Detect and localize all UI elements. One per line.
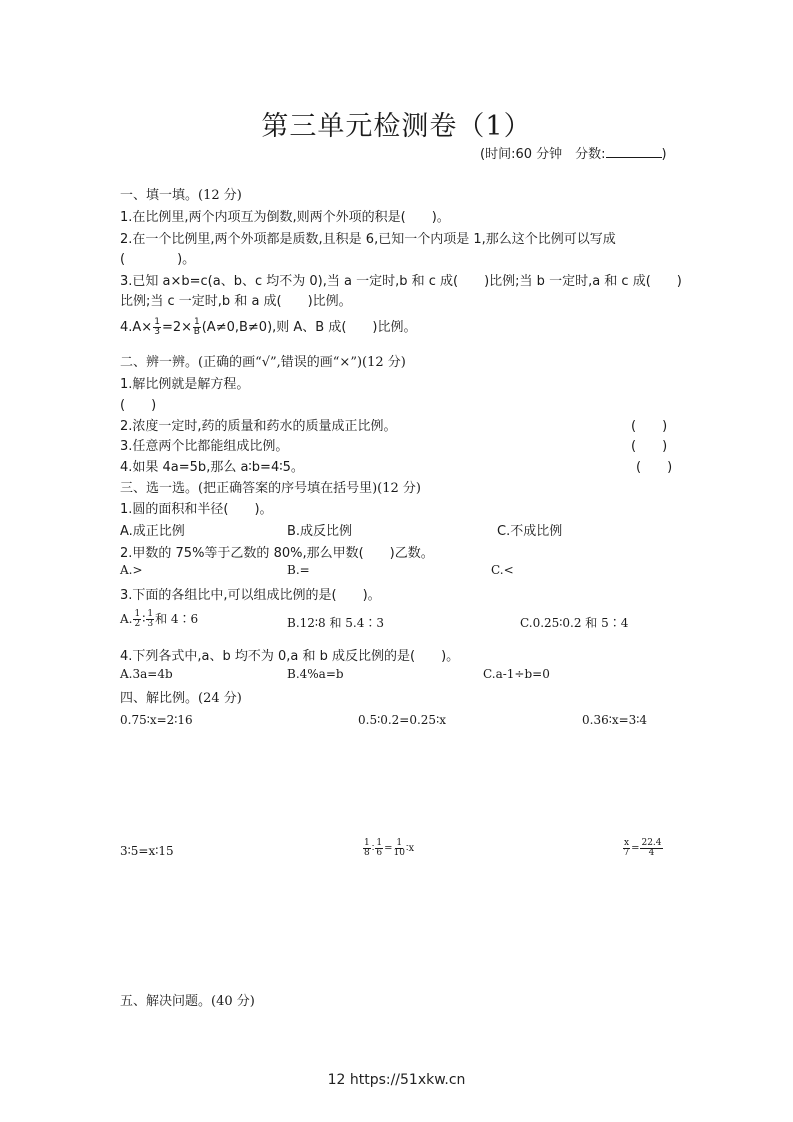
q4-f2-num: 1 [194,317,200,327]
e5-f3-den: 10 [393,848,405,858]
page-title: 第三单元检测卷（1） [261,111,532,142]
s2-question-4: 4.如果 4a=5b,那么 a∶b=4∶5。 [120,460,304,475]
s1-question-2: 2.在一个比例里,两个外项都是质数,且积是 6,已知一个内项是 1,那么这个比例可以写成 [120,232,616,247]
e6-f2-num: 22.4 [641,838,662,848]
e6-eq: = [631,843,640,854]
section-4-header: 四、解比例。(24 分) [120,691,242,706]
s3-q3-option-a [120,610,198,629]
s3-q2-option-c: C.< [491,563,514,577]
section-5-header: 五、解决问题。(40 分) [120,994,255,1009]
s3-q1-option-a: A.成正比例 [120,524,185,539]
e6-f1-num: x [624,838,630,848]
e6-fraction-1 [623,839,630,858]
s2-q4-answer-paren: ( ) [636,460,673,475]
s3-q2-option-b: B.= [287,563,310,577]
s2-question-2: 2.浓度一定时,药的质量和药水的质量成正比例。 [120,419,397,434]
s1-question-4 [120,316,417,337]
e6-f1-den: 7 [623,848,630,858]
s2-question-1-paren: ( ) [120,398,157,413]
e5-f2-num: 1 [376,838,383,848]
s3-question-3: 3.下面的各组比中,可以组成比例的是( )。 [120,588,381,603]
s3-question-4: 4.下列各式中,a、b 均不为 0,a 和 b 成反比例的是( )。 [120,649,460,664]
q3a-fraction-2 [146,610,154,629]
s1-question-3: 3.已知 a×b=c(a、b、c 均不为 0),当 a 一定时,b 和 c 成( )比例;当 b 一定时,a 和 c 成( ) [120,274,682,289]
equation-5 [362,839,414,858]
q4-f2-den: B [193,327,200,337]
q4-mid: =2× [161,320,192,335]
e5-f1-den: 8 [364,848,370,858]
equation-2: 0.5∶0.2=0.25∶x [358,713,446,727]
e5-fraction-2 [375,839,383,858]
s2-q3-answer-paren: ( ) [631,439,668,454]
s1-question-3-cont: 比例;当 c 一定时,b 和 a 成( )比例。 [120,294,352,309]
s3-q2-option-a: A.> [120,563,143,577]
s2-question-1: 1.解比例就是解方程。 [120,377,250,392]
q4-post: (A≠0,B≠0),则 A、B 成( )比例。 [201,320,417,335]
q3a-f2-den: 3 [147,619,154,629]
s2-q2-answer-paren: ( ) [631,419,668,434]
section-3-header: 三、选一选。(把正确答案的序号填在括号里)(12 分) [120,481,421,496]
score-blank [606,145,662,158]
s3-q1-option-c: C.不成比例 [497,524,563,539]
q4-fraction-1 [153,318,161,337]
e5-f3-num: 1 [396,838,403,848]
e5-fraction-1 [363,839,371,858]
s3-question-1: 1.圆的面积和半径( )。 [120,502,273,517]
section-1-header: 一、填一填。(12 分) [120,188,242,203]
q3a-f2-num: 1 [147,609,154,619]
e5-f2-den: 6 [376,848,383,858]
q3a-sep: ∶ [142,612,146,626]
q3a-f1-num: 1 [134,609,141,619]
section-2-header: 二、辨一辨。(正确的画“√”,错误的画“×”)(12 分) [120,355,406,370]
e5-eq: = [384,843,393,854]
q3a-f1-den: 2 [134,619,141,629]
e5-post: ∶x [405,843,415,854]
s3-q1-option-b: B.成反比例 [287,524,353,539]
q3a-post: 和 4∶6 [155,612,199,626]
s2-question-3: 3.任意两个比都能组成比例。 [120,439,289,454]
meta-text: (时间:60 分钟 分数: [480,147,606,162]
page-footer: 12 https://51xkw.cn [327,1072,466,1088]
equation-3: 0.36∶x=3∶4 [582,713,648,727]
q4-f1-den: 3 [154,327,160,337]
q4-pre: 4.A× [120,320,153,335]
s3-q4-option-b: B.4%a=b [287,667,344,681]
s3-q3-option-c: C.0.25∶0.2 和 5∶4 [520,616,629,630]
q4-f1-num: 1 [154,317,160,327]
s3-q4-option-a: A.3a=4b [120,667,173,681]
s1-question-1: 1.在比例里,两个内项互为倒数,则两个外项的积是( )。 [120,210,450,225]
e5-fraction-3 [393,839,404,858]
exam-meta [480,143,667,162]
equation-6 [622,839,664,858]
s3-question-2: 2.甲数的 75%等于乙数的 80%,那么甲数( )乙数。 [120,546,434,561]
s1-question-2-cont: ( )。 [120,252,196,267]
e6-f2-den: 4 [648,848,655,858]
s3-q4-option-c: C.a-1÷b=0 [483,667,550,681]
equation-1: 0.75∶x=2∶16 [120,713,193,727]
equation-4: 3∶5=x∶15 [120,844,174,858]
e6-fraction-2 [640,839,662,858]
e5-sep: ∶ [371,843,375,854]
q3a-fraction-1 [133,610,141,629]
e5-f1-num: 1 [364,838,370,848]
s3-q3-option-b: B.12∶8 和 5.4∶3 [287,616,385,630]
meta-close: ) [661,147,667,162]
q3a-pre: A. [120,612,133,626]
q4-fraction-2 [193,318,201,337]
